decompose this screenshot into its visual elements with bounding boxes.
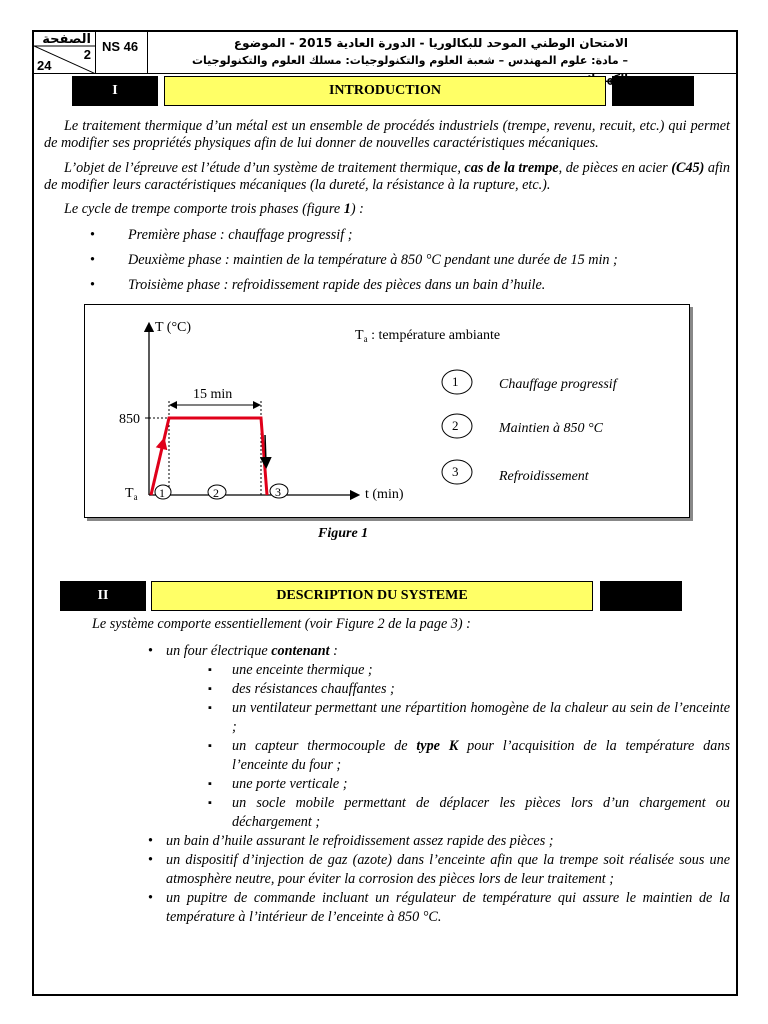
bullet-text: Première phase : chauffage progressif ; [128,227,353,243]
page-total: 24 [37,58,52,73]
sub-item: ▪ une porte verticale ; [208,775,730,794]
cooling-arrow [265,435,266,463]
item1-bold: contenant [271,643,330,659]
phase-2-num: 2 [213,486,219,500]
sub-item: ▪ un ventilateur permettant une répartition homogène de la chaleur au sein de l’enceinte ; [208,699,730,737]
p2-bold-trempe: cas de la trempe [464,160,559,176]
p2-bold-c45: (C45) [671,160,705,176]
item1-text: un four électrique [166,643,272,659]
bullet-dot: • [90,277,95,293]
figure-caption: Figure 1 [318,526,369,541]
bullet-text: Deuxième phase : maintien de la température à 850 °C pendant une durée de 15 min ; [128,252,618,268]
header-line2: – مادة: علوم المهندس – شعبة العلوم والتكنولوجيات: مسلك العلوم والتكنولوجيات [191,54,628,67]
list-item-four [148,642,730,832]
list-item-gaz: • un dispositif d’injection de gaz (azote) dans l’enceinte afin que la trempe soit réalisée sous une atmosphère neutre, pour éviter la corrosion des pièces lors de leur traitement ; [148,851,730,889]
figure-1 [84,304,690,518]
legend-3-label: Refroidissement [499,469,589,484]
y-axis-label: T (°C) [155,320,192,335]
bullet-dot: • [90,227,95,243]
phase-1-num: 1 [159,486,165,500]
list-item-pupitre: • un pupitre de commande incluant un régulateur de température qui assure le maintien de la température à l’intérieur de l’enceinte à 850 °C. [148,889,730,927]
intro-paragraph-2 [44,160,730,194]
sub-item: ▪ une enceinte thermique ; [208,661,730,680]
section2-title: DESCRIPTION DU SYSTEME [151,581,593,611]
exam-header [148,32,736,74]
p3-bold-1: 1 [343,201,351,217]
item1-colon: : [329,643,338,659]
p3-text-c: ) : [350,201,364,217]
bullet-dot: • [90,252,95,268]
page-number: 2 [83,47,91,62]
intro-paragraph-3 [64,201,724,218]
sub4-bold: type K [416,738,459,754]
duration-label: 15 min [193,387,233,402]
list-item-bain: • un bain d’huile assurant le refroidissement assez rapide des pièces ; [148,832,730,851]
p2-text-a: L’objet de l’épreuve est l’étude d’un système de traitement thermique, [64,160,465,176]
legend-3-num: 3 [452,464,459,479]
section1-number: I [72,76,158,106]
x-axis-label: t (min) [365,487,404,502]
sub-item: ▪ un socle mobile permettant de déplacer les pièces lors d’un chargement ou déchargement ; [208,794,730,832]
sub-item: ▪ des résistances chauffantes ; [208,680,730,699]
sub4-text-a: un capteur thermocouple de [232,738,417,754]
y-tick-850: 850 [119,412,140,427]
exam-code: NS 46 [96,32,148,74]
legend-2-num: 2 [452,418,459,433]
ta-label: $T_a$ [125,486,138,502]
bullet-text: Troisième phase : refroidissement rapide des pièces dans un bain d’huile. [128,277,546,293]
intro-paragraph-1: Le traitement thermique d’un métal est un ensemble de procédés industriels (trempe, revenu, recuit, etc.) qui permet de modifier ses propriétés physiques afin de lui donner de nouvelles caractéristiques mécaniques. [44,118,730,151]
system-components-list [148,642,730,927]
p2-text-e: afin de modifier leurs caractéristiques mécaniques (la dureté, la résistance à la rupture, etc.). [44,160,730,193]
legend-1-label: Chauffage progressif [499,377,617,392]
phase-3-num: 3 [275,485,281,499]
legend-1-num: 1 [452,374,459,389]
page-label: الصفحة [42,32,91,47]
header-line1: الامتحان الوطني الموحد للبكالوريا - الدورة العادية 2015 - الموضوع [233,36,628,50]
p2-text-c: , de pièces en acier [558,160,672,176]
ta-legend: $T_a$ : température ambiante [355,328,501,344]
p3-text-a: Le cycle de trempe comporte trois phases (figure [64,201,344,217]
page-number-box [34,32,96,74]
section2-number: II [60,581,146,611]
section2-right-bar [600,581,682,611]
system-intro: Le système comporte essentiellement (voir Figure 2 de la page 3) : [92,616,471,632]
legend-2-label: Maintien à 850 °C [499,421,603,436]
sub-item [208,737,730,775]
section1-right-bar [612,76,694,106]
sub4-text-c: pour l’acquisition de la température dans l’enceinte du four ; [232,738,730,773]
quench-cycle-diagram [85,305,691,519]
temperature-curve [151,418,267,495]
section1-title: INTRODUCTION [164,76,606,106]
four-subitems [208,661,730,832]
heating-arrow [155,443,163,475]
